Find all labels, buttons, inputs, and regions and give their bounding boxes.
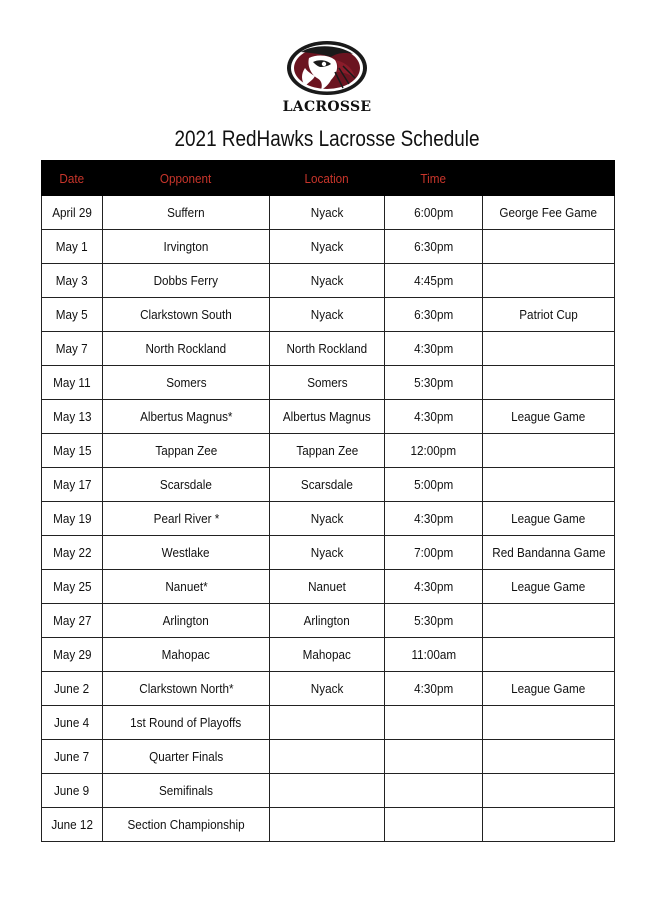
cell-date: May 13	[42, 400, 103, 434]
table-row	[42, 570, 615, 604]
cell-date: May 27	[42, 604, 103, 638]
cell-opponent: Quarter Finals	[103, 740, 270, 774]
cell-time	[385, 706, 483, 740]
table-row	[42, 468, 615, 502]
cell-note	[483, 434, 615, 468]
cell-time: 6:00pm	[385, 196, 483, 230]
team-logo	[279, 38, 375, 118]
cell-note: Red Bandanna Game	[483, 536, 615, 570]
cell-time: 4:30pm	[385, 332, 483, 366]
cell-date: May 5	[42, 298, 103, 332]
cell-time: 6:30pm	[385, 230, 483, 264]
redhawk-head-icon	[279, 38, 375, 98]
table-row	[42, 740, 615, 774]
cell-opponent: Irvington	[103, 230, 270, 264]
cell-note: Patriot Cup	[483, 298, 615, 332]
cell-location	[270, 808, 385, 842]
table-row	[42, 298, 615, 332]
cell-note	[483, 264, 615, 298]
cell-location: Nyack	[270, 230, 385, 264]
cell-opponent: Section Championship	[103, 808, 270, 842]
cell-note	[483, 366, 615, 400]
header-date: Date	[42, 161, 103, 196]
cell-date: May 7	[42, 332, 103, 366]
cell-location	[270, 774, 385, 808]
cell-opponent: Albertus Magnus*	[103, 400, 270, 434]
cell-opponent: Scarsdale	[103, 468, 270, 502]
cell-note	[483, 468, 615, 502]
cell-note	[483, 808, 615, 842]
cell-note: League Game	[483, 570, 615, 604]
header-note	[483, 161, 615, 196]
cell-opponent: Somers	[103, 366, 270, 400]
cell-time: 4:30pm	[385, 672, 483, 706]
cell-date: May 22	[42, 536, 103, 570]
cell-time	[385, 774, 483, 808]
cell-date: June 2	[42, 672, 103, 706]
cell-opponent: Pearl River *	[103, 502, 270, 536]
cell-date: May 19	[42, 502, 103, 536]
schedule-table	[41, 160, 615, 842]
cell-note	[483, 332, 615, 366]
table-row	[42, 774, 615, 808]
cell-note: League Game	[483, 672, 615, 706]
cell-date: May 3	[42, 264, 103, 298]
table-row	[42, 808, 615, 842]
cell-time: 5:00pm	[385, 468, 483, 502]
header-time: Time	[385, 161, 483, 196]
cell-location: Nyack	[270, 536, 385, 570]
cell-time	[385, 808, 483, 842]
cell-date: May 15	[42, 434, 103, 468]
cell-opponent: Arlington	[103, 604, 270, 638]
cell-location	[270, 706, 385, 740]
cell-time: 11:00am	[385, 638, 483, 672]
cell-note: George Fee Game	[483, 196, 615, 230]
cell-opponent: 1st Round of Playoffs	[103, 706, 270, 740]
header-location: Location	[270, 161, 385, 196]
table-row	[42, 264, 615, 298]
cell-time: 4:45pm	[385, 264, 483, 298]
cell-time	[385, 740, 483, 774]
cell-opponent: Clarkstown South	[103, 298, 270, 332]
cell-note	[483, 604, 615, 638]
cell-location: Arlington	[270, 604, 385, 638]
cell-opponent: Semifinals	[103, 774, 270, 808]
header-opponent: Opponent	[103, 161, 270, 196]
cell-note	[483, 230, 615, 264]
cell-opponent: Dobbs Ferry	[103, 264, 270, 298]
cell-location: Scarsdale	[270, 468, 385, 502]
cell-date: June 7	[42, 740, 103, 774]
table-row	[42, 604, 615, 638]
table-header-row	[42, 161, 615, 196]
cell-opponent: Suffern	[103, 196, 270, 230]
cell-location: Nyack	[270, 264, 385, 298]
cell-location: Nyack	[270, 672, 385, 706]
cell-time: 5:30pm	[385, 366, 483, 400]
cell-location: Mahopac	[270, 638, 385, 672]
cell-time: 5:30pm	[385, 604, 483, 638]
cell-location: Tappan Zee	[270, 434, 385, 468]
cell-location: Nyack	[270, 196, 385, 230]
cell-date: May 11	[42, 366, 103, 400]
cell-opponent: Mahopac	[103, 638, 270, 672]
cell-time: 12:00pm	[385, 434, 483, 468]
cell-date: June 9	[42, 774, 103, 808]
cell-time: 6:30pm	[385, 298, 483, 332]
table-row	[42, 434, 615, 468]
table-row	[42, 230, 615, 264]
table-row	[42, 638, 615, 672]
cell-time: 7:00pm	[385, 536, 483, 570]
cell-date: May 17	[42, 468, 103, 502]
cell-note	[483, 638, 615, 672]
cell-time: 4:30pm	[385, 502, 483, 536]
cell-date: June 4	[42, 706, 103, 740]
table-row	[42, 706, 615, 740]
cell-location: Nanuet	[270, 570, 385, 604]
cell-date: May 25	[42, 570, 103, 604]
cell-location: Nyack	[270, 502, 385, 536]
cell-time: 4:30pm	[385, 400, 483, 434]
cell-location: Albertus Magnus	[270, 400, 385, 434]
table-row	[42, 502, 615, 536]
cell-date: May 29	[42, 638, 103, 672]
cell-date: June 12	[42, 808, 103, 842]
page-title: 2021 RedHawks Lacrosse Schedule	[174, 126, 480, 151]
table-row	[42, 672, 615, 706]
cell-note: League Game	[483, 502, 615, 536]
logo-wordmark: LACROSSE	[282, 99, 372, 115]
cell-location: North Rockland	[270, 332, 385, 366]
table-row	[42, 400, 615, 434]
cell-opponent: Nanuet*	[103, 570, 270, 604]
cell-date: May 1	[42, 230, 103, 264]
cell-note: League Game	[483, 400, 615, 434]
cell-opponent: Clarkstown North*	[103, 672, 270, 706]
cell-note	[483, 740, 615, 774]
table-row	[42, 536, 615, 570]
cell-opponent: Tappan Zee	[103, 434, 270, 468]
cell-time: 4:30pm	[385, 570, 483, 604]
cell-opponent: Westlake	[103, 536, 270, 570]
cell-location: Nyack	[270, 298, 385, 332]
table-row	[42, 366, 615, 400]
cell-location	[270, 740, 385, 774]
cell-note	[483, 706, 615, 740]
cell-note	[483, 774, 615, 808]
table-row	[42, 196, 615, 230]
cell-opponent: North Rockland	[103, 332, 270, 366]
cell-location: Somers	[270, 366, 385, 400]
table-row	[42, 332, 615, 366]
cell-date: April 29	[42, 196, 103, 230]
